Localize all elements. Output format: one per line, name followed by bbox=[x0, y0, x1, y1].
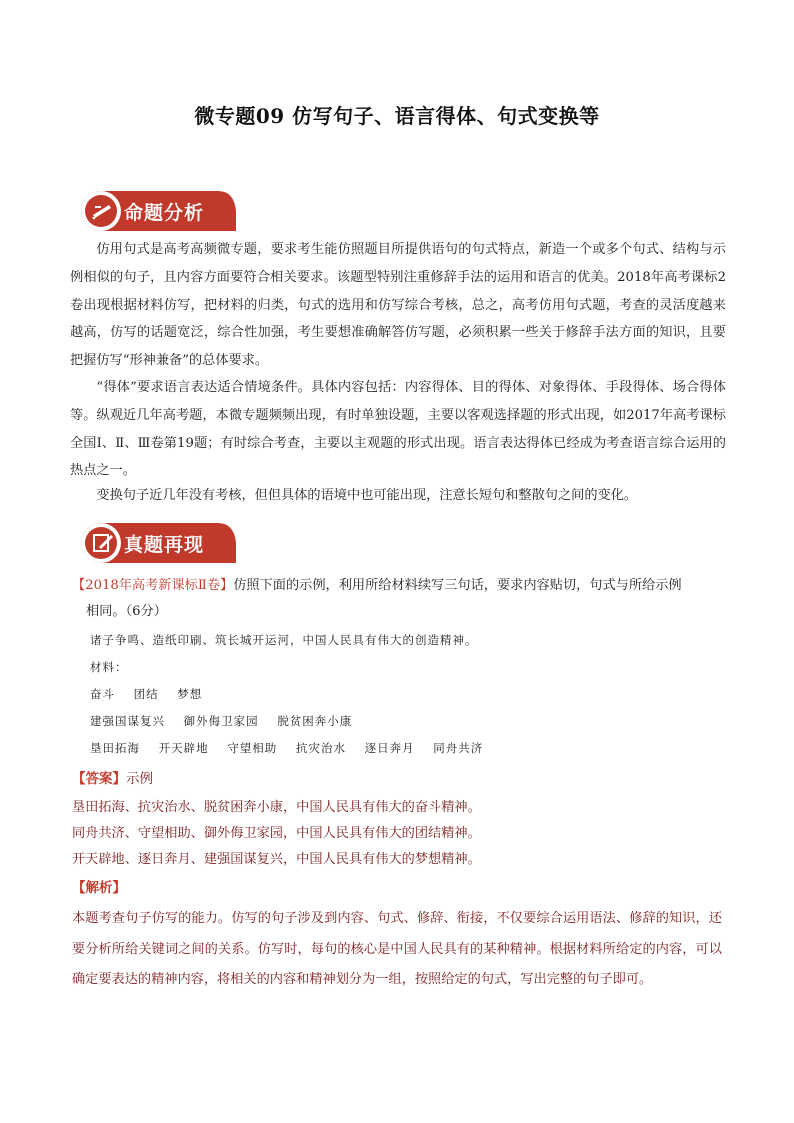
analysis-label: 【解析】 bbox=[72, 880, 126, 896]
material-word: 梦想 bbox=[177, 687, 203, 701]
page-title: 微专题09 仿写句子、语言得体、句式变换等 bbox=[194, 104, 600, 128]
material-word: 御外侮卫家园 bbox=[183, 714, 259, 728]
material-word: 同舟共济 bbox=[433, 741, 484, 755]
question-source-close: 】 bbox=[220, 578, 234, 593]
analysis-paragraph-2: “得体”要求语言表达适合情境条件。具体内容包括：内容得体、目的得体、对象得体、手段得体、场合得体等。纵观近几年高考题，本微专题频频出现，有时单独设题，主要以客观选择题的形式出现，如2017年高考课标全国Ⅰ、Ⅱ、Ⅲ卷第19题；有时综合考查，主要以主观题的形式出现。语言表达得体已经成为考查语言综合运用的热点之一。 bbox=[70, 380, 726, 479]
material-word: 奋斗 bbox=[90, 687, 115, 701]
material-word: 建强国谋复兴 bbox=[90, 714, 165, 728]
banner-label-2: 真题再现 bbox=[124, 534, 205, 556]
material-row-2 bbox=[90, 713, 366, 729]
material-word: 抗灾治水 bbox=[295, 741, 346, 755]
material-word: 垦田拓海 bbox=[90, 741, 140, 755]
example-sentence: 诸子争鸣、造纸印刷、筑长城开运河，中国人民具有伟大的创造精神。 bbox=[90, 633, 478, 647]
question-line-1 bbox=[72, 572, 732, 599]
question-source-open: 【 bbox=[72, 578, 86, 593]
banner-label: 命题分析 bbox=[124, 202, 205, 224]
edit-icon bbox=[84, 525, 120, 561]
answer-heading bbox=[72, 767, 153, 787]
question-line-2: 相同。（6分） bbox=[86, 604, 167, 619]
pen-icon bbox=[84, 193, 120, 229]
answer-prefix: 示例 bbox=[126, 771, 153, 787]
analysis-heading bbox=[72, 876, 126, 896]
section-banner-analysis bbox=[78, 188, 238, 234]
answer-line-2: 同舟共济、守望相助、御外侮卫家园，中国人民具有伟大的团结精神。 bbox=[72, 826, 481, 841]
answer-line-3: 开天辟地、逐日奔月、建强国谋复兴，中国人民具有伟大的梦想精神。 bbox=[72, 852, 481, 867]
analysis-paragraph-1: 仿用句式是高考高频微专题，要求考生能仿照题目所提供语句的句式特点，新造一个或多个句式、结构与示例相似的句子，且内容方面要符合相关要求。该题型特别注重修辞手法的运用和语言的优美。2018年高考课标2卷出现根据材料仿写，把材料的归类，句式的选用和仿写综合考核，总之，高考仿用句式题，考查的灵活度越来越高，仿写的话题宽泛，综合性加强，考生要想准确解答仿写题，必须积累一些关于修辞手法方面的知识，且要把握仿写“形神兼备”的总体要求。 bbox=[70, 242, 726, 369]
material-word: 脱贫困奔小康 bbox=[277, 714, 353, 728]
material-row-3 bbox=[90, 740, 497, 756]
analysis-text: 本题考查句子仿写的能力。仿写的句子涉及到内容、句式、修辞、衔接，不仅要综合运用语法、修辞的知识，还要分析所给关键词之间的关系。仿写时，每句的核心是中国人民具有的某种精神。根据材料所给定的内容，可以确定要表达的精神内容，将相关的内容和精神划分为一组，按照给定的句式，写出完整的句子即可。 bbox=[72, 911, 722, 987]
answer-label: 【答案】 bbox=[72, 771, 126, 787]
material-word: 团结 bbox=[133, 687, 159, 701]
answer-line-1: 垦田拓海、抗灾治水、脱贫困奔小康，中国人民具有伟大的奋斗精神。 bbox=[72, 800, 481, 815]
material-word: 逐日奔月 bbox=[364, 741, 415, 755]
material-label: 材料： bbox=[90, 660, 128, 674]
question-text: 仿照下面的示例，利用所给材料续写三句话，要求内容贴切，句式与所给示例 bbox=[233, 578, 682, 593]
analysis-paragraph-3: 变换句子近几年没有考核，但但具体的语境中也可能出现，注意长短句和整散句之间的变化。 bbox=[96, 488, 638, 503]
material-row-1 bbox=[90, 686, 216, 702]
material-word: 开天辟地 bbox=[158, 741, 209, 755]
material-word: 守望相助 bbox=[227, 741, 278, 755]
question-source: 2018年高考新课标Ⅱ卷 bbox=[85, 578, 221, 593]
section-banner-exam bbox=[78, 520, 238, 566]
